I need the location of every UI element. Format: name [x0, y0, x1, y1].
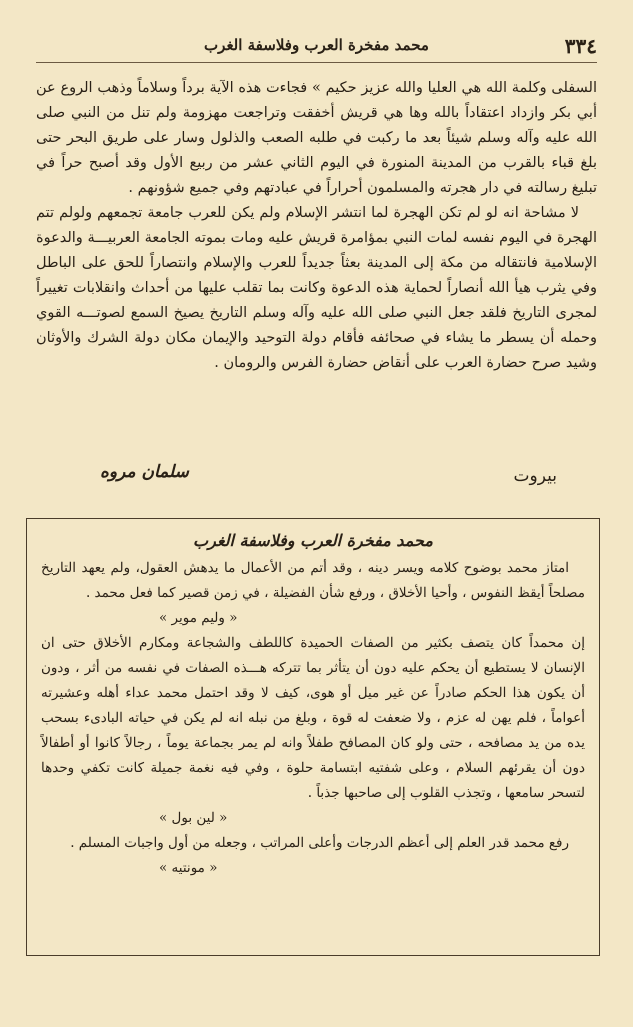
quote-paragraph: رفع محمد قدر العلم إلى أعظم الدرجات وأعلى المراتب ، وجعله من أول واجبات المسلم . — [70, 835, 569, 851]
place-name: بيروت — [513, 466, 557, 486]
author-signature: سلمان مروه — [100, 462, 189, 482]
paragraph: السفلى وكلمة الله هي العليا والله عزيز حكيم » فجاءت هذه الآية برداً وسلاماً وذهب الروع عن أبي بكر وازداد اعتقاداً بالله وها هي قريش أخفقت وتراجعت مهزومة ولم تنل من النبي صلى الله عليه وآله وسلم شيئاً بعد ما ركبت في طلبه الصعب والذلول وسار على طريق البحر حتى بلغ قباء بالقرب من المدينة المنورة في اليوم الثاني عشر من ربيع الأول وقد أصبح حراً في تبليغ رسالته في دار هجرته والمسلمون أحراراً في عبادتهم وفي جميع شؤونهم . — [36, 80, 597, 196]
main-text — [36, 76, 597, 376]
running-title: محمد مفخرة العرب وفلاسفة الغرب — [204, 36, 429, 54]
quote-attribution: « لين بول » — [159, 810, 228, 826]
quote-attribution: « وليم موير » — [159, 610, 238, 626]
signature-row — [36, 462, 597, 492]
quote-paragraph: إن محمداً كان يتصف بكثير من الصفات الحميدة كاللطف والشجاعة ومكارم الأخلاق حتى ان الإنسان لا يستطيع أن يحكم عليه دون أن يتأثر بما تتركه هـــذه الصفات في نفسه من أثر ، ودون أن يكون هذا الحكم صادراً عن غير ميل أو هوى، كيف لا وقد احتمل محمد عداء أهله وعشيرته أعواماً ، فلم يهن له عزم ، ولا ضعفت له قوة ، وبلغ من نبله انه لم يكن في حياته البادىء بسحب يده من يد مصافحه ، حتى ولو كان المصافح طفلاً وانه لم يمر بجماعة يوماً ، رجالاً كانوا أو أطفالاً دون أن يقرئهم السلام ، وعلى شفتيه ابتسامة حلوة ، وفي فيه نغمة جميلة كانت تكفي وحدها لتسحر سامعها ، وتجذب القلوب إلى صاحبها جذباً . — [41, 635, 585, 801]
quote-paragraph: امتاز محمد بوضوح كلامه ويسر دينه ، وقد أتم من الأعمال ما يدهش العقول، ولم يعهد التاريخ مصلحاً أيقظ النفوس ، وأحيا الأخلاق ، ورفع شأن الفضيلة ، في زمن قصير كما فعل محمد . — [41, 560, 585, 601]
page-number: ٣٣٤ — [564, 34, 597, 58]
page-header — [36, 34, 597, 63]
quotes-box — [26, 518, 600, 956]
quote-attribution: « مونتيه » — [159, 860, 218, 876]
box-title: محمد مفخرة العرب وفلاسفة الغرب — [193, 531, 433, 550]
paragraph: لا مشاحة انه لو لم تكن الهجرة لما انتشر الإسلام ولم يكن للعرب جامعة تجمعهم ولولم تتم الهجرة في اليوم نفسه لمات النبي بمؤامرة قريش عليه ومات بموته الجامعة العربيـــة والدعوة الإسلامية فانتقاله من مكة إلى المدينة بعثاً جديداً للعرب والإسلام وانتصاراً للحق على الباطل وفي يثرب هيأ الله أنصاراً لحماية هذه الدعوة وكانت بما تقلب عليها من أحداث وانقلابات تغييراً لمجرى التاريخ فلقد جعل النبي صلى الله عليه وآله وسلم التاريخ يصيخ السمع لصوتـــه القوي وحمله أن يسطر ما يشاء في صحائفه فأقام دولة التوحيد والإيمان مكان دولة الشرك والأوثان وشيد صرح حضارة العرب على أنقاض حضارة الفرس والرومان . — [36, 205, 597, 371]
box-text — [41, 556, 585, 881]
